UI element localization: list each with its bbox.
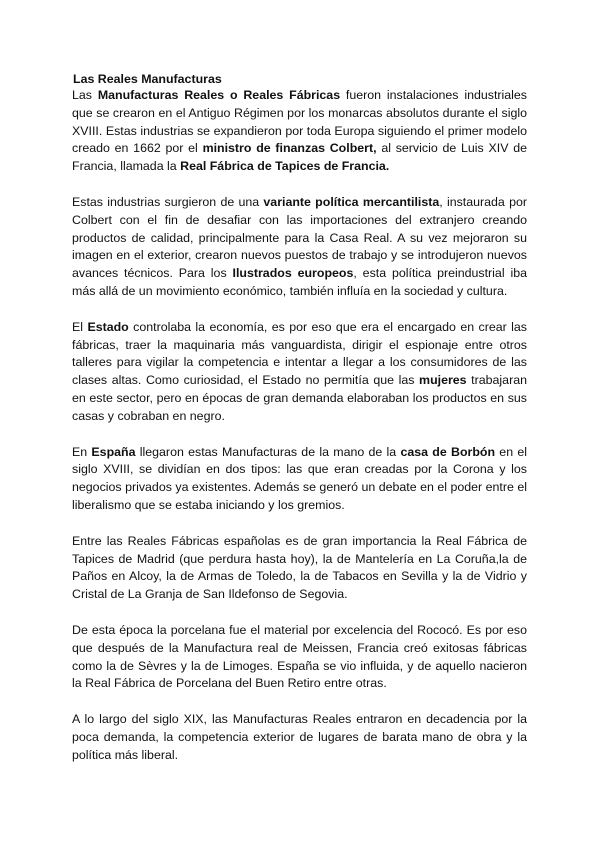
text-run: El <box>72 319 88 334</box>
bold-text-run: mujeres <box>419 373 467 388</box>
paragraph <box>72 444 527 515</box>
bold-text-run: Ilustrados europeos <box>232 266 354 281</box>
paragraph <box>72 533 527 604</box>
text-run: De esta época la porcelana fue el material por excelencia del Rococó. Es por eso que después de la Manufactura real de Meissen, Francia creó exitosas fábricas como la de Sèvres y la de Limoges. España se vio influida, y de aquello nacieron la Real Fábrica de Porcelana del Buen Retiro entre otras. <box>72 622 527 691</box>
document-title: Las Reales Manufacturas <box>73 72 222 86</box>
bold-text-run: Manufacturas Reales o Reales Fábricas <box>97 88 341 102</box>
text-run: en el siglo XVIII, se dividían en dos tipos: las que eran creadas por la Corona y los negocios privados ya existentes. Además se generó un debate en el poder entre el liberalismo que se estaba iniciando y los gremios. <box>72 444 527 512</box>
paragraph <box>72 194 527 301</box>
bold-text-run: casa de Borbón <box>400 444 496 459</box>
paragraph <box>72 622 527 693</box>
paragraph <box>72 87 527 176</box>
paragraph <box>72 319 527 426</box>
text-run: En <box>72 444 92 459</box>
bold-text-run: España <box>91 444 136 459</box>
paragraph <box>72 711 527 764</box>
text-run: , instaurada por Colbert con el fin de desafiar con las importaciones del extranjero creando productos de calidad, principalmente para la Casa Real. A su vez mejoraron su imagen en el exterior, crearon nuevos puestos de trabajo y se introdujeron nuevos avances técnicos. Para los <box>72 194 527 281</box>
text-run: Estas industrias surgieron de una <box>72 194 264 209</box>
bold-text-run: ministro de finanzas Colbert, <box>202 141 377 156</box>
bold-text-run: Estado <box>87 319 129 334</box>
text-run: Entre las Reales Fábricas españolas es de gran importancia la Real Fábrica de Tapices de Madrid (que perdura hasta hoy), la de Mantelería en La Coruña,la de Paños en Alcoy, la de Armas de Toledo, la de Tabacos en Sevilla y la de Vidrio y Cristal de La Granja de San Ildefonso de Segovia. <box>72 533 527 602</box>
text-run: , esta política preindustrial iba más allá de un movimiento económico, también influía en la sociedad y cultura. <box>72 266 527 298</box>
text-run: A lo largo del siglo XIX, las Manufacturas Reales entraron en decadencia por la poca demanda, la competencia exterior de lugares de barata mano de obra y la política más liberal. <box>72 712 527 762</box>
text-run: Las <box>72 88 98 102</box>
paragraph-list <box>72 87 527 765</box>
text-run: trabajaran en este sector, pero en épocas de gran demanda elaboraban los productos en sus casas y cobraban en negro. <box>72 373 527 423</box>
bold-text-run: Real Fábrica de Tapices de Francia. <box>180 159 390 174</box>
text-run: controlaba la economía, es por eso que era el encargado en crear las fábricas, traer la maquinaria más vanguardista, dirigir el espionaje entre otros talleres para vigilar la competencia e intentar a llegar a los consumidores de las clases altas. Como curiosidad, el Estado no permitía que las <box>72 319 527 388</box>
text-run: llegaron estas Manufacturas de la mano de la <box>135 444 401 459</box>
document-body <box>72 71 527 783</box>
text-run: fueron instalaciones industriales que se crearon en el Antiguo Régimen por los monarcas absolutos durante el siglo XVIII. Estas industrias se expandieron por toda Europa siguiendo el primer modelo creado en 1662 por el <box>72 88 527 156</box>
text-run: al servicio de Luis XIV de Francia, llamada la <box>72 141 527 174</box>
bold-text-run: variante política mercantilista <box>263 194 440 209</box>
